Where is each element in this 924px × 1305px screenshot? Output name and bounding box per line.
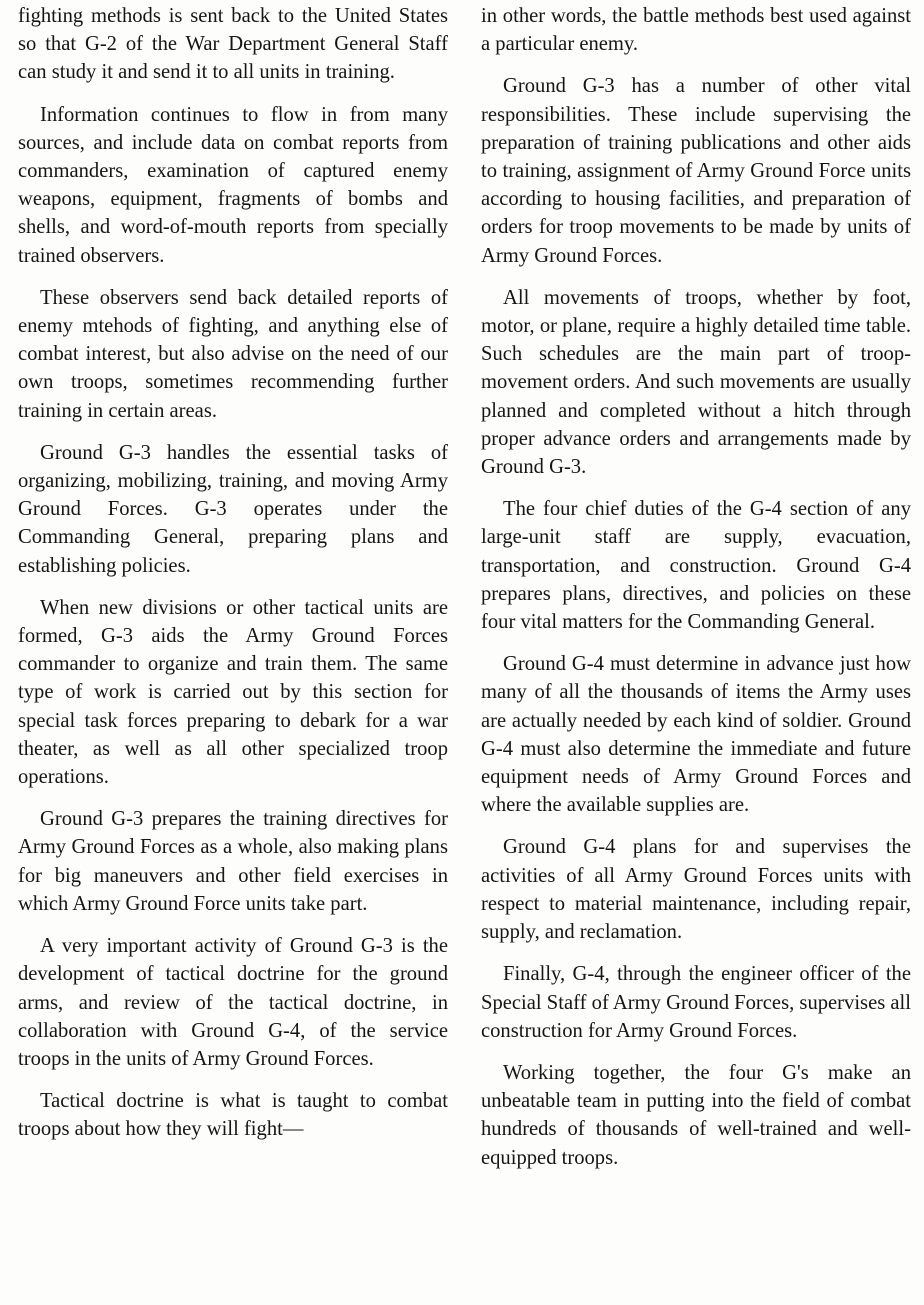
paragraph: Working together, the four G's make an unbeatable team in putting into the field of combat hundreds of thousands of well-trained and well-equipped troops. [481,1061,911,1169]
paragraph: Tactical doctrine is what is taught to combat troops about how they will fight— [18,1090,448,1141]
paragraph: Ground G-4 must determine in advance just how many of all the thousands of items the Army uses are actually needed by each kind of soldier. Ground G-4 must also determine the immediate and future equipment needs of Army Ground Forces and where the available supplies are. [481,653,911,817]
paragraph: The four chief duties of the G-4 section of any large-unit staff are supply, evacuation, transportation, and construction. Ground G-4 prepares plans, directives, and policies on these four vital matters for the Commanding General. [481,498,911,634]
right-column [481,2,911,1186]
left-column [18,2,448,1158]
paragraph: Finally, G-4, through the engineer officer of the Special Staff of Army Ground Forces, supervises all construction for Army Ground Forces. [481,963,911,1042]
paragraph: fighting methods is sent back to the United States so that G-2 of the War Department General Staff can study it and send it to all units in training. [18,5,448,84]
paragraph: When new divisions or other tactical units are formed, G-3 aids the Army Ground Forces commander to organize and train them. The same type of work is carried out by this section for special task forces preparing to debark for a war theater, as well as all other specialized troop operations. [18,596,448,789]
paragraph: Information continues to flow in from many sources, and include data on combat reports from commanders, examination of captured enemy weapons, equipment, fragments of bombs and shells, and word-of-mouth reports from specially trained observers. [18,103,448,267]
paragraph: All movements of troops, whether by foot, motor, or plane, require a highly detailed time table. Such schedules are the main part of troop-movement orders. And such movements are usually planned and completed without a hitch through proper advance orders and arrangements made by Ground G-3. [481,286,911,479]
paragraph: Ground G-3 has a number of other vital responsibilities. These include supervising the preparation of training publications and other aids to training, assignment of Army Ground Force units according to housing facilities, and preparation of orders for troop movements to be made by units of Army Ground Forces. [481,75,911,267]
paragraph: These observers send back detailed reports of enemy mtehods of fighting, and anything else of combat interest, but also advise on the need of our own troops, sometimes recommending further training in certain areas. [18,286,448,422]
paragraph: in other words, the battle methods best used against a particular enemy. [481,5,911,56]
paragraph: A very important activity of Ground G-3 is the development of tactical doctrine for the ground arms, and review of the tactical doctrine, in collaboration with Ground G-4, of the service troops in the units of Army Ground Forces. [18,935,448,1070]
paragraph: Ground G-3 prepares the training directives for Army Ground Forces as a whole, also making plans for big maneuvers and other field exercises in which Army Ground Force units take part. [18,808,448,915]
paragraph: Ground G-4 plans for and supervises the activities of all Army Ground Forces units with respect to material maintenance, including repair, supply, and reclamation. [481,836,911,944]
paragraph: Ground G-3 handles the essential tasks of organizing, mobilizing, training, and moving Army Ground Forces. G-3 operates under the Commanding General, preparing plans and establishing policies. [18,441,448,577]
